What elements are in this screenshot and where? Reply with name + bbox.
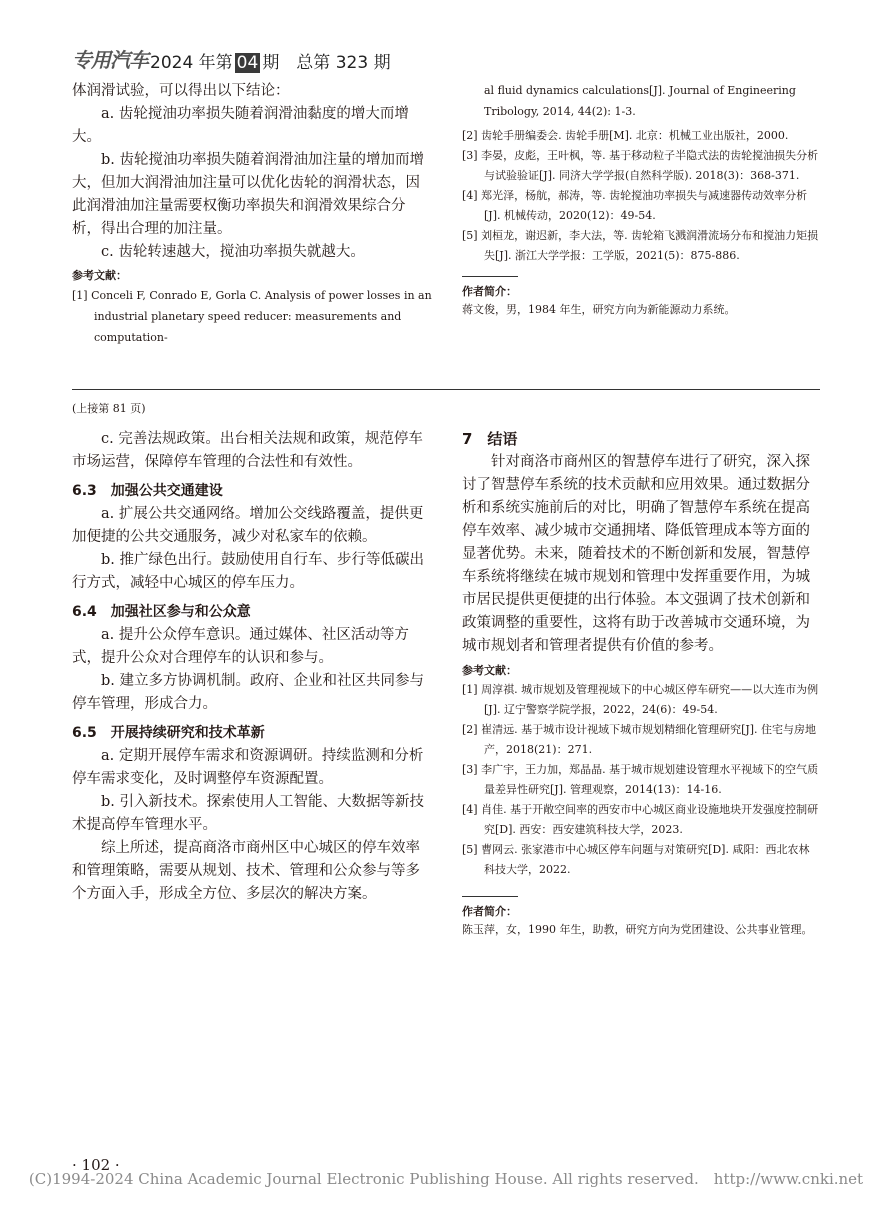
reference-item: [2] 崔清远. 基于城市设计视域下城市规划精细化管理研究[J]. 住宅与房地产，2018(21)：271. xyxy=(462,723,817,756)
paragraph: a. 提升公众停车意识。通过媒体、社区活动等方式，提升公众对合理停车的认识和参与。 xyxy=(72,627,409,666)
paragraph: 体润滑试验，可以得出以下结论： xyxy=(72,83,290,99)
references-heading: 参考文献： xyxy=(462,664,517,677)
rule xyxy=(462,276,518,277)
author-bio: 陈玉萍，女，1990 年生，助教，研究方向为党团建设、公共事业管理。 xyxy=(462,923,813,936)
section-heading: 6.4 加强社区参与和公众意 xyxy=(72,604,251,620)
paragraph: b. 推广绿色出行。鼓励使用自行车、步行等低碳出行方式，减轻中心城区的停车压力。 xyxy=(72,552,424,591)
article-divider xyxy=(72,389,820,390)
reference-item: [3] 李晏，皮彪，王叶枫，等. 基于移动粒子半隐式法的齿轮搅油损失分析与试验验证[J]. 同济大学学报(自然科学版). 2018(3)：368-371. xyxy=(462,149,819,182)
journal-logo: 专用汽车 xyxy=(72,48,148,72)
paragraph: b. 引入新技术。探索使用人工智能、大数据等新技术提高停车管理水平。 xyxy=(72,794,424,833)
issue-year: 2024 年第 xyxy=(150,53,233,73)
top-right-column xyxy=(462,80,820,319)
reference-item: [4] 肖佳. 基于开敞空间率的西安市中心城区商业设施地块开发强度控制研究[D]. 西安：西安建筑科技大学，2023. xyxy=(462,803,819,836)
reference-item: [2] 齿轮手册编委会. 齿轮手册[M]. 北京：机械工业出版社，2000. xyxy=(462,129,789,142)
top-left-column xyxy=(72,80,434,348)
paragraph: b. 齿轮搅油功率损失随着润滑油加注量的增加而增大，但加大润滑油加注量可以优化齿轮的润滑状态，因此润滑油加注量需要权衡功率损失和润滑效果综合分析，得出合理的加注量。 xyxy=(72,152,424,237)
paragraph: a. 齿轮搅油功率损失随着润滑油黏度的增大而增大。 xyxy=(72,106,409,145)
reference-item: [5] 曹网云. 张家港市中心城区停车问题与对策研究[D]. 咸阳：西北农林科技大学，2022. xyxy=(462,843,810,876)
reference-item: [5] 刘桓龙，谢迟新，李大法，等. 齿轮箱飞溅润滑流场分布和搅油力矩损失[J]. 浙江大学学报：工学版，2021(5)：875-886. xyxy=(462,229,819,262)
page-number: · 102 · xyxy=(72,1156,120,1174)
paragraph: 综上所述，提高商洛市商州区中心城区的停车效率和管理策略，需要从规划、技术、管理和公众参与等多个方面入手，形成全方位、多层次的解决方案。 xyxy=(72,840,420,902)
reference-item: [1] Conceli F, Conrado E, Gorla C. Analysis of power losses in an industrial planetary speed reducer: measurements and computation- xyxy=(72,289,432,344)
copyright-watermark: (C)1994-2024 China Academic Journal Electronic Publishing House. All rights reserved. http://www.cnki.net xyxy=(28,1170,864,1188)
paragraph: c. 完善法规政策。出台相关法规和政策，规范停车市场运营，保障停车管理的合法性和有效性。 xyxy=(72,431,423,470)
references-heading: 参考文献： xyxy=(72,269,127,282)
paragraph: 针对商洛市商州区的智慧停车进行了研究，深入探讨了智慧停车系统的技术贡献和应用效果。通过数据分析和系统实施前后的对比，明确了智慧停车系统在提高停车效率、减少城市交通拥堵、降低管理成本等方面的显著优势。未来，随着技术的不断创新和发展，智慧停车系统将继续在城市规划和管理中发挥重要作用，为城市居民提供更便捷的出行体验。本文强调了技术创新和政策调整的重要性，这将有助于改善城市交通环境，为城市规划者和管理者提供有价值的参考。 xyxy=(462,454,810,654)
paragraph: a. 扩展公共交通网络。增加公交线路覆盖，提供更加便捷的公共交通服务，减少对私家车的依赖。 xyxy=(72,506,424,545)
paragraph: b. 建立多方协调机制。政府、企业和社区共同参与停车管理，形成合力。 xyxy=(72,673,424,712)
paragraph: a. 定期开展停车需求和资源调研。持续监测和分析停车需求变化，及时调整停车资源配置。 xyxy=(72,748,424,787)
issue-info xyxy=(150,48,391,73)
continued-note: (上接第 81 页) xyxy=(72,402,146,415)
section-heading: 7 结语 xyxy=(462,430,518,448)
bottom-right-column xyxy=(462,428,820,939)
issue-total: 期 总第 323 期 xyxy=(262,53,391,73)
bottom-left-column xyxy=(72,428,434,906)
author-heading: 作者简介： xyxy=(462,285,517,298)
reference-item: [4] 郑光泽，杨航，郝涛，等. 齿轮搅油功率损失与减速器传动效率分析[J]. 机械传动，2020(12)：49-54. xyxy=(462,189,808,222)
author-bio: 蒋文俊，男，1984 年生，研究方向为新能源动力系统。 xyxy=(462,303,736,316)
reference-item: [3] 李广宇，王力加，郑晶晶. 基于城市规划建设管理水平视域下的空气质量差异性研究[J]. 管理观察，2014(13)：14-16. xyxy=(462,763,819,796)
issue-number: 04 xyxy=(236,53,259,73)
paragraph: c. 齿轮转速越大，搅油功率损失就越大。 xyxy=(101,244,365,260)
reference-item: [1] 周淳祺. 城市规划及管理视域下的中心城区停车研究——以大连市为例[J]. 辽宁警察学院学报，2022，24(6)：49-54. xyxy=(462,683,819,716)
author-heading: 作者简介： xyxy=(462,905,517,918)
section-heading: 6.3 加强公共交通建设 xyxy=(72,483,223,499)
section-heading: 6.5 开展持续研究和技术革新 xyxy=(72,725,265,741)
reference-continuation: al fluid dynamics calculations[J]. Journal of Engineering Tribology, 2014, 44(2): 1-3. xyxy=(484,84,796,118)
rule xyxy=(462,896,518,897)
